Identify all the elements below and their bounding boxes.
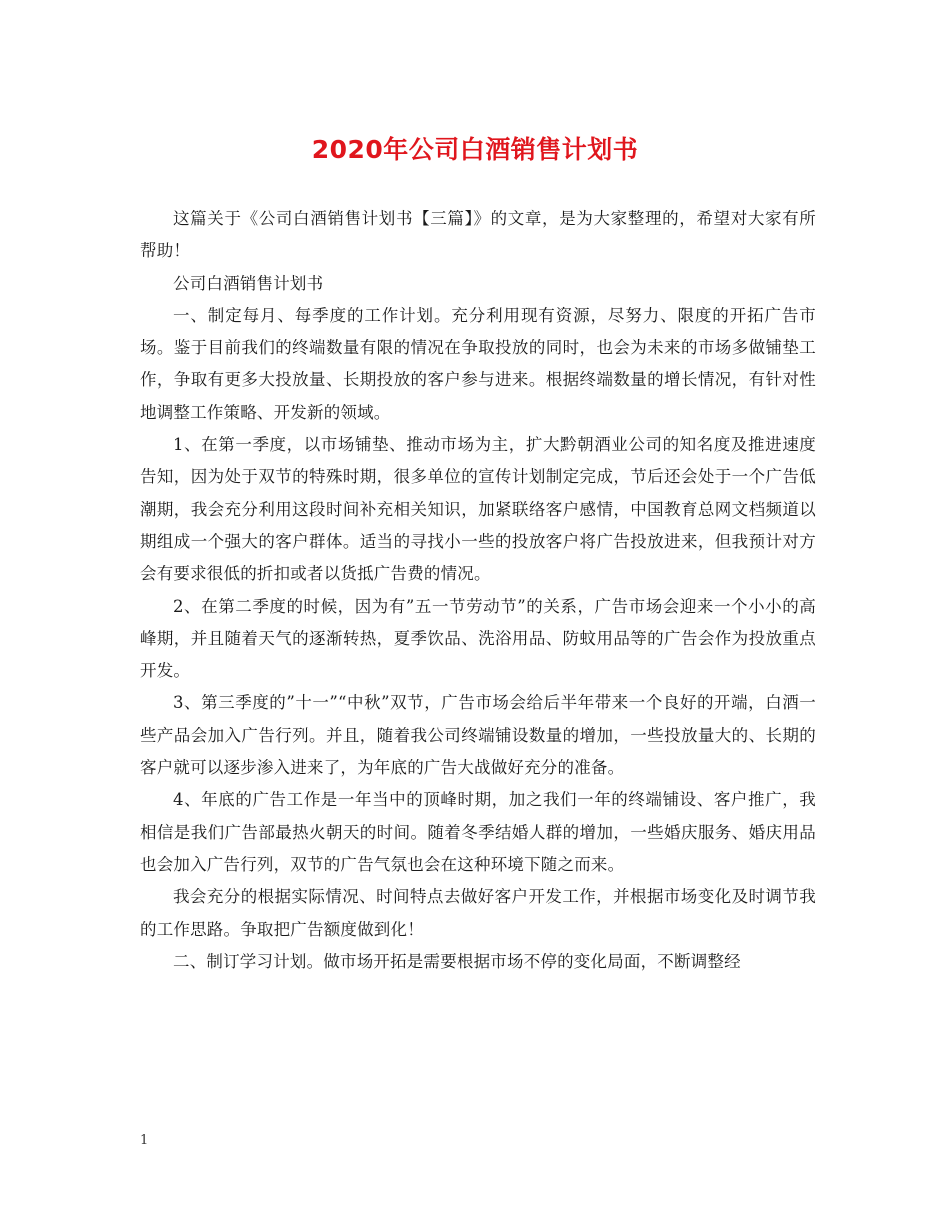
paragraph-quarter-one: 1、在第一季度，以市场铺垫、推动市场为主，扩大黔朝酒业公司的知名度及推进速度告知，因为处于双节的特殊时期，很多单位的宣传计划制定完成，节后还会处于一个广告低潮期，我会充分利用这段时间补充相关知识，加紧联络客户感情，中国教育总网文档频道以期组成一个强大的客户群体。适当的寻找小一些的投放客户将广告投放进来，但我预计对方会有要求很低的折扣或者以货抵广告费的情况。 <box>140 435 816 584</box>
paragraph-quarter-four: 4、年底的广告工作是一年当中的顶峰时期，加之我们一年的终端铺设、客户推广，我相信是我们广告部最热火朝天的时间。随着冬季结婚人群的增加，一些婚庆服务、婚庆用品也会加入广告行列，双节的广告气氛也会在这种环境下随之而来。 <box>140 790 816 874</box>
page-number: 1 <box>140 1133 149 1148</box>
paragraph-section-two: 二、制订学习计划。做市场开拓是需要根据市场不停的变化局面，不断调整经 <box>173 951 741 971</box>
paragraph-quarter-three: 3、第三季度的”十一”“中秋”双节，广告市场会给后半年带来一个良好的开端，白酒一些产品会加入广告行列。并且，随着我公司终端铺设数量的增加，一些投放量大的、长期的客户就可以逐步渗入进来了，为年底的广告大战做好充分的准备。 <box>140 693 816 778</box>
paragraph-quarter-two: 2、在第二季度的时候，因为有”五一节劳动节”的关系，广告市场会迎来一个小小的高峰期，并且随着天气的逐渐转热，夏季饮品、洗浴用品、防蚊用品等的广告会作为投放重点开发。 <box>140 596 816 681</box>
paragraph-intro: 这篇关于《公司白酒销售计划书【三篇】》的文章，是为大家整理的，希望对大家有所帮助！ <box>140 209 816 261</box>
paragraph-subtitle: 公司白酒销售计划书 <box>173 273 324 293</box>
paragraph-summary: 我会充分的根据实际情况、时间特点去做好客户开发工作，并根据市场变化及时调节我的工作思路。争取把广告额度做到化！ <box>140 887 816 939</box>
document-title: 2020年公司白酒销售计划书 <box>311 135 639 164</box>
document-body <box>140 203 816 978</box>
paragraph-section-one: 一、制定每月、每季度的工作计划。充分利用现有资源，尽努力、限度的开拓广告市场。鉴于目前我们的终端数量有限的情况在争取投放的同时，也会为未来的市场多做铺垫工作，争取有更多大投放量、长期投放的客户参与进来。根据终端数量的增长情况，有针对性地调整工作策略、开发新的领域。 <box>140 305 816 422</box>
